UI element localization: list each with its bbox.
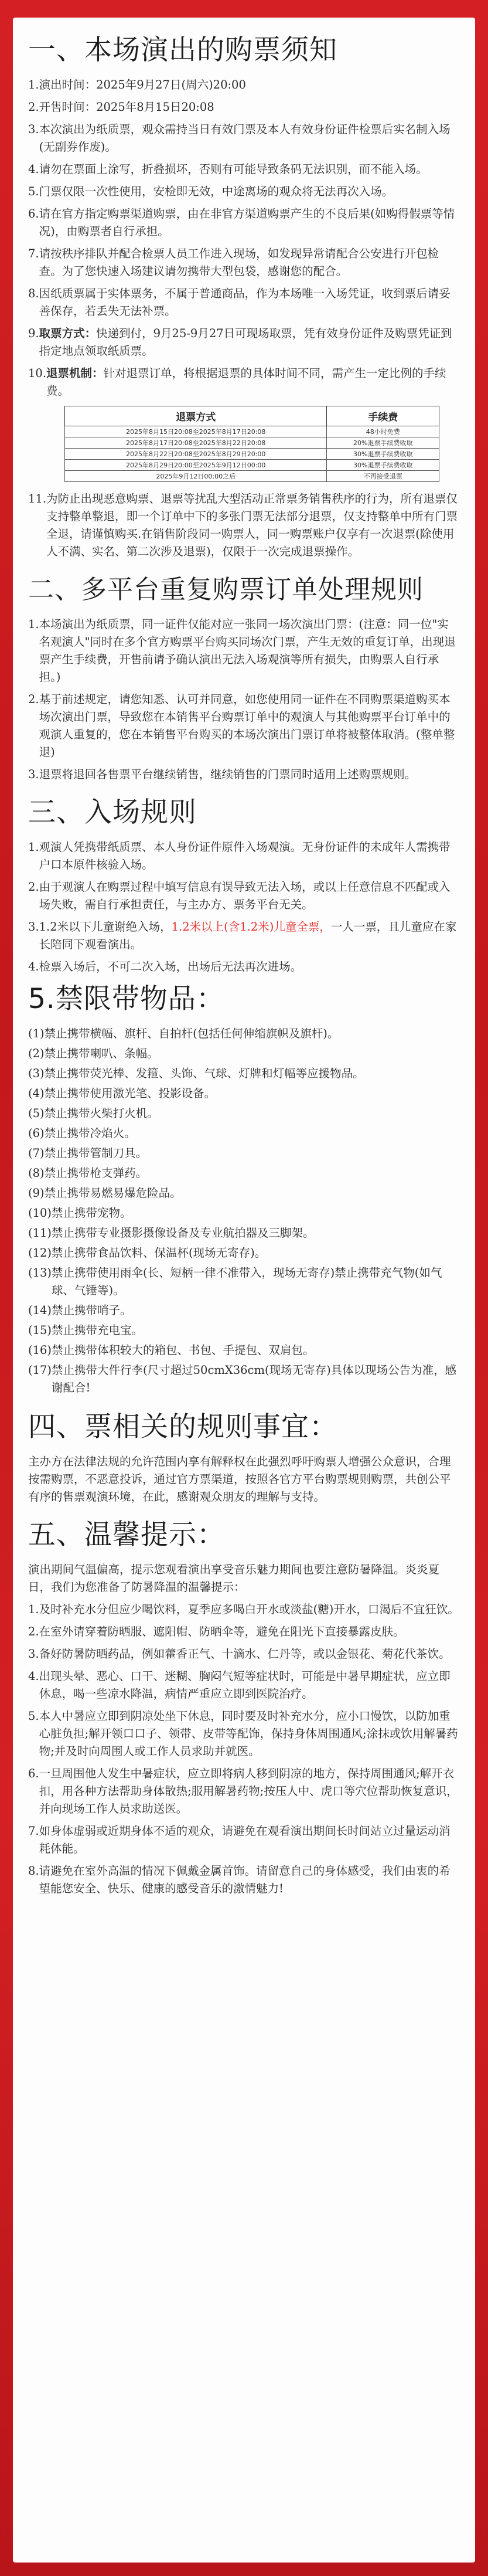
list-item: (1) 禁止携带横幅、旗杆、自拍杆(包括任何伸缩旗帜及旗杆)。 [28,1027,339,1040]
section-title-warm-tips: 五、温馨提示： [28,1519,225,1551]
list-item: (14) 禁止携带哨子。 [28,1304,132,1317]
section-title-entry-rules: 三、入场规则 [28,796,197,829]
list-item: (9) 禁止携带易燃易爆危险品。 [28,1186,182,1200]
list-item: 7. 如身体虚弱或近期身体不适的观众，请避免在观看演出期间长时间站立过量运动消耗体能。 [28,1824,451,1855]
list-item: 2. 在室外请穿着防晒服、遮阳帽、防晒伞等，避免在阳光下直接暴露皮肤。 [28,1625,405,1638]
list-item: 4. 检票入场后，不可二次入场，出场后无法再次进场。 [28,960,302,973]
list-item: 6. 一旦周围他人发生中暑症状，应立即将病人移到阴凉的地方，保持周围通风;解开衣扣，用各种方法帮助身体散热;服用解暑药物;按压人中、虎口等穴位帮助恢复意识，并向现场工作人员求助送医。 [28,1767,458,1815]
section-title-duplicate-orders: 二、多平台重复购票订单处理规则 [28,575,424,605]
list-item: (5) 禁止携带火柴打火机。 [28,1107,159,1120]
list-item: 8. 因纸质票属于实体票务，不属于普通商品，作为本场唯一入场凭证，收到票后请妥善保存，若丢失无法补票。 [28,287,451,318]
list-item: 8. 请避免在室外高温的情况下佩戴金属首饰。请留意自己的身体感受，我们由衷的希望能您安全、快乐、健康的感受音乐的激情魅力! [28,1864,451,1895]
list-item: (10) 禁止携带宠物。 [28,1206,132,1220]
list-item: (7) 禁止携带管制刀具。 [28,1146,148,1160]
list-item: 1. 观演人凭携带纸质票、本人身份证件原件入场观演。无身份证件的未成年人需携带户口本原件核验入场。 [28,840,451,871]
table-row: 2025年8月22日20:08至2025年8月29日20:00 30%退票手续费收取 [65,449,439,460]
list-item: 4. 请勿在票面上涂写，折叠损坏，否则有可能导致条码无法识别，而不能入场。 [28,162,428,176]
list-item: (4) 禁止携带使用激光笔、投影设备。 [28,1087,216,1100]
list-item: 2. 由于观演人在购票过程中填写信息有误导致无法入场，或以上任意信息不匹配或入场失败，需自行承担责任，与主办方、票务平台无关。 [28,880,451,911]
ticket-rules-text: 主办方在法律法规的允许范围内享有解释权在此强烈呼吁购票人增强公众意识，合理按需购票，不恶意投诉，通过官方票渠道，按照各官方平台购票规则购票，共创公平有序的售票观演环境，在此，感谢观众朋友的理解与支持。 [28,1455,451,1503]
list-item: 3. 退票将退回各售票平台继续销售，继续销售的门票同时适用上述购票规则。 [28,768,417,781]
notice-panel [13,18,475,2563]
list-item: 3. 备好防暑防晒药品，例如藿香正气、十滴水、仁丹等，或以金银花、菊花代茶饮。 [28,1647,451,1661]
list-item-refund: 10. 退票机制：针对退票订单，将根据退票的具体时间不同，需产生一定比例的手续费。 [28,366,446,398]
list-item: (3) 禁止携带荧光棒、发箍、头饰、气球、灯牌和灯幅等应援物品。 [28,1067,364,1080]
section-title-ticket-rules: 四、票相关的规则事宜： [28,1411,337,1443]
refund-fee-table [64,406,439,482]
list-item-pickup: 9. 取票方式：快递到付，9月25-9月27日可现场取票，凭有效身份证件及购票凭证到指定地点领取纸质票。 [28,327,452,358]
highlight-child-fare: 1.2米以上(含1.2米)儿童全票， [171,920,331,934]
list-item: (8) 禁止携带枪支弹药。 [28,1166,148,1180]
list-item: 2. 基于前述规定，请您知悉、认可并同意，如您使用同一证件在不同购票渠道购买本场次演出门票，导致您在本销售平台购票订单中的观演人与其他购票平台订单中的观演人重复的，您在本销售平台购买的本场次演出门票订单将被整体取消。(整单整退) [28,693,455,759]
list-item: 5. 门票仅限一次性使用，安检即无效，中途离场的观众将无法再次入场。 [28,185,394,198]
list-item: 1. 本场演出为纸质票，同一证件仅能对应一张同一场次演出门票：(注意：同一位"实名观演人"同时在多个官方购票平台购买同场次门票，产生无效的重复订单，出现退票产生手续费，开售前请予确认演出无法入场观演等所有损失，由购票人自行承担。) [28,617,456,684]
list-item: (16) 禁止携带体积较大的箱包、书包、手提包、双肩包。 [28,1343,315,1357]
list-item: 7. 请按秩序排队并配合检票人员工作进入现场，如发现异常请配合公安进行开包检查。为了您快速入场建议请勿携带大型包袋，感谢您的配合。 [28,247,439,278]
table-row: 2025年8月15日20:08至2025年8月17日20:08 48小时免费 [65,426,439,437]
list-item: 1. 演出时间：2025年9月27日(周六)20:00 [28,78,246,91]
list-item: (15) 禁止携带充电宝。 [28,1323,144,1337]
list-item: 1. 及时补充水分但应少喝饮料，夏季应多喝白开水或淡盐(糖)开水，口渴后不宜狂饮。 [28,1603,459,1616]
list-item: 5. 本人中暑应立即到阴凉处坐下休息，同时要及时补充水分，应小口慢饮，以防加重心脏负担;解开领口口子、领带、皮带等配饰，保持身体周围通风;涂抹或饮用解暑药物;并及时向周围人或工作人员求助并就医。 [28,1709,458,1758]
warm-tips-intro: 演出期间气温偏高，提示您观看演出享受音乐魅力期间也要注意防暑降温。炎炎夏日，我们为您准备了防暑降温的温馨提示： [28,1563,440,1594]
list-item: 2. 开售时间：2025年8月15日20:08 [28,100,214,114]
list-item: (6) 禁止携带冷焰火。 [28,1126,136,1140]
list-item: (13) 禁止携带使用雨伞(长、短柄一律不准带入，现场无寄存)禁止携带充气物(如气球、气锤等)。 [28,1266,442,1297]
list-item: (17) 禁止携带大件行李(尺寸超过50cmX36cm(现场无寄存)具体以现场公告为准，感谢配合! [28,1363,457,1394]
list-item: 3. 本次演出为纸质票，观众需持当日有效门票及本人有效身份证件检票后实名制入场(无副券作废)。 [28,123,451,154]
table-row: 2025年8月17日20:08至2025年8月22日20:08 20%退票手续费收取 [65,437,439,449]
table-row: 2025年8月29日20:00至2025年9月12日00:00 30%退票手续费收取 [65,460,439,471]
list-item: 11. 为防止出现恶意购票、退票等扰乱大型活动正常票务销售秩序的行为，所有退票仅支持整单整退，即一个订单中下的多张门票无法部分退票，仅支持整单中所有门票全退，请谨慎购买.在销售阶段同一购票人，同一购票账户仅享有一次退票(除使用人不满、实名、第二次涉及退票)，仅限于一次完成退票操作。 [28,492,458,558]
list-item: (11) 禁止携带专业摄影摄像设备及专业航拍器及三脚架。 [28,1226,315,1240]
list-item: 6. 请在官方指定购票渠道购票，由在非官方渠道购票产生的不良后果(如购得假票等情况)，由购票者自行承担。 [28,207,455,238]
list-item: 4. 出现头晕、恶心、口干、迷糊、胸闷气短等症状时，可能是中暑早期症状，应立即休息，喝一些凉水降温，病情严重应立即到医院治疗。 [28,1669,451,1701]
list-item: (2) 禁止携带喇叭、条幅。 [28,1047,159,1060]
table-header: 退票方式 [65,406,327,426]
table-row: 2025年9月12日00:00之后 不再接受退票 [65,471,439,482]
table-header: 手续费 [327,406,439,426]
section-title-purchase-notice: 一、本场演出的购票须知 [28,34,337,66]
section-title-prohibited-items: 5.禁限带物品： [28,983,224,1015]
list-item: (12) 禁止携带食品饮料、保温杯(现场无寄存)。 [28,1246,267,1260]
list-item-child-policy: 3. 1.2米以下儿童谢绝入场，1.2米以上(含1.2米)儿童全票，一人一票，且儿童应在家长陪同下观看演出。 [28,920,457,951]
